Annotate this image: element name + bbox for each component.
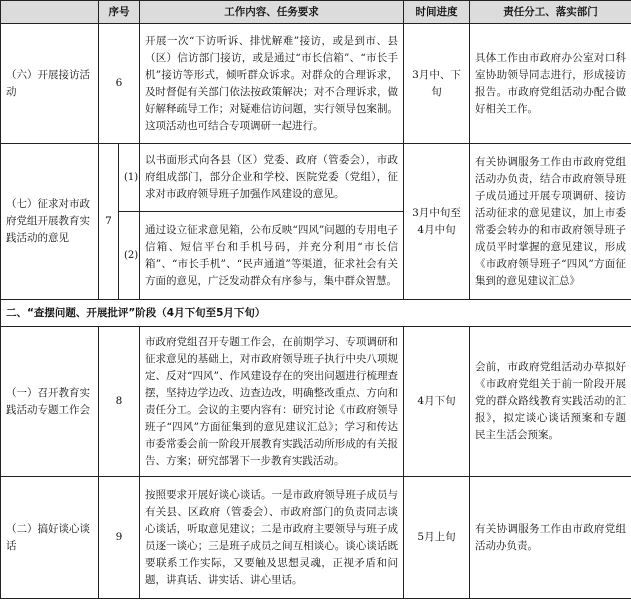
row-seq: 7 — [99, 144, 119, 300]
row-subseq: (2) — [119, 212, 140, 300]
row-item: （二）搞好谈心谈话 — [1, 477, 99, 599]
stage-heading: 二、“查摆问题、开展批评”阶段（4月下旬至5月下旬） — [1, 300, 631, 327]
row-seq: 8 — [99, 327, 140, 477]
header-seq: 序号 — [99, 1, 140, 24]
row-time: 3月中、下旬 — [404, 24, 470, 144]
header-dept: 责任分工、落实部门 — [470, 1, 631, 24]
stage-heading-row — [1, 300, 631, 327]
row-content: 开展一次“下访听诉、排忧解难”接访，或是到市、县（区）信访部门接访，或是通过“市长信箱”、“市长手机”接访等形式，倾听群众诉求。对群众的合理诉求，及时督促有关部门依法按政策解决；对不合理诉求，做好解释疏导工作；对疑难信访问题，实行领导包案制。这项活动也可结合专项调研一起进行。 — [140, 24, 404, 144]
row-item: （六）开展接访活动 — [1, 24, 99, 144]
row-dept: 会前，市政府党组活动办草拟好《市政府党组关于前一阶段开展党的群众路线教育实践活动的汇报》，拟定谈心谈话预案和专题民主生活会预案。 — [470, 327, 631, 477]
row-dept: 有关协调服务工作由市政府党组活动办负责。 — [470, 477, 631, 599]
row-subseq: (1) — [119, 144, 140, 212]
row-content: 市政府党组召开专题工作会，在前期学习、专项调研和征求意见的基础上，对市政府领导班子执行中央八项规定、反对“四风”、作风建设存在的突出问题进行梳理查摆，坚持边学边改、边查边改，明确整改重点、方向和责任分工。会议的主要内容有：研究讨论《市政府领导班子“四风”方面征集到的意见建议汇总》；学习和传达市委常委会前一阶段开展教育实践活动所形成的有关报告、方案；研究部署下一步教育实践活动。 — [140, 327, 404, 477]
header-content: 工作内容、任务要求 — [140, 1, 404, 24]
table-row — [1, 327, 631, 477]
row-item: （一）召开教育实践活动专题工作会 — [1, 327, 99, 477]
table-row — [1, 24, 631, 144]
table-row — [1, 144, 631, 212]
row-seq: 9 — [99, 477, 140, 599]
row-item: （七）征求对市政府党组开展教育实践活动的意见 — [1, 144, 99, 300]
row-seq: 6 — [99, 24, 140, 144]
row-time: 3月中旬至4月中旬 — [404, 144, 470, 300]
table-row — [1, 477, 631, 599]
row-dept: 有关协调服务工作由市政府党组活动办负责，结合市政府领导班子成员通过开展专项调研、接访活动征求的意见建议，加上市委常委会转办的和市政府领导班子成员平时掌握的意见建议，形成《市政府领导班子“四风”方面征集到的意见建议汇总》 — [470, 144, 631, 300]
row-content: 以书面形式向各县（区）党委、政府（管委会），市政府组成部门，部分企业和学校、医院党委（党组），征求对市政府领导班子加强作风建设的意见。 — [140, 144, 404, 212]
row-time: 4月下旬 — [404, 327, 470, 477]
table-header-row — [1, 1, 631, 24]
row-content: 按照要求开展好谈心谈话。一是市政府领导班子成员与有关县、区政府（管委会）、市政府部门的负责同志谈心谈话，听取意见建议；二是市政府主要领导与班子成员逐一谈心；三是班子成员之间互相谈心。谈心谈话既要联系工作实际，又要触及思想灵魂，正视矛盾和问题，讲真话、讲实话、讲心里话。 — [140, 477, 404, 599]
header-item — [1, 1, 99, 24]
row-content: 通过设立征求意见箱，公布反映“四风”问题的专用电子信箱、短信平台和手机号码，并充分利用“市长信箱”、“市长手机”、“民声通道”等渠道，征求社会有关方面的意见，广泛发动群众有序参与，集中群众智慧。 — [140, 212, 404, 300]
row-time: 5月上旬 — [404, 477, 470, 599]
header-time: 时间进度 — [404, 1, 470, 24]
row-dept: 具体工作由市政府办公室对口科室协助领导同志进行，形成接访报告。市政府党组活动办配合做好相关工作。 — [470, 24, 631, 144]
